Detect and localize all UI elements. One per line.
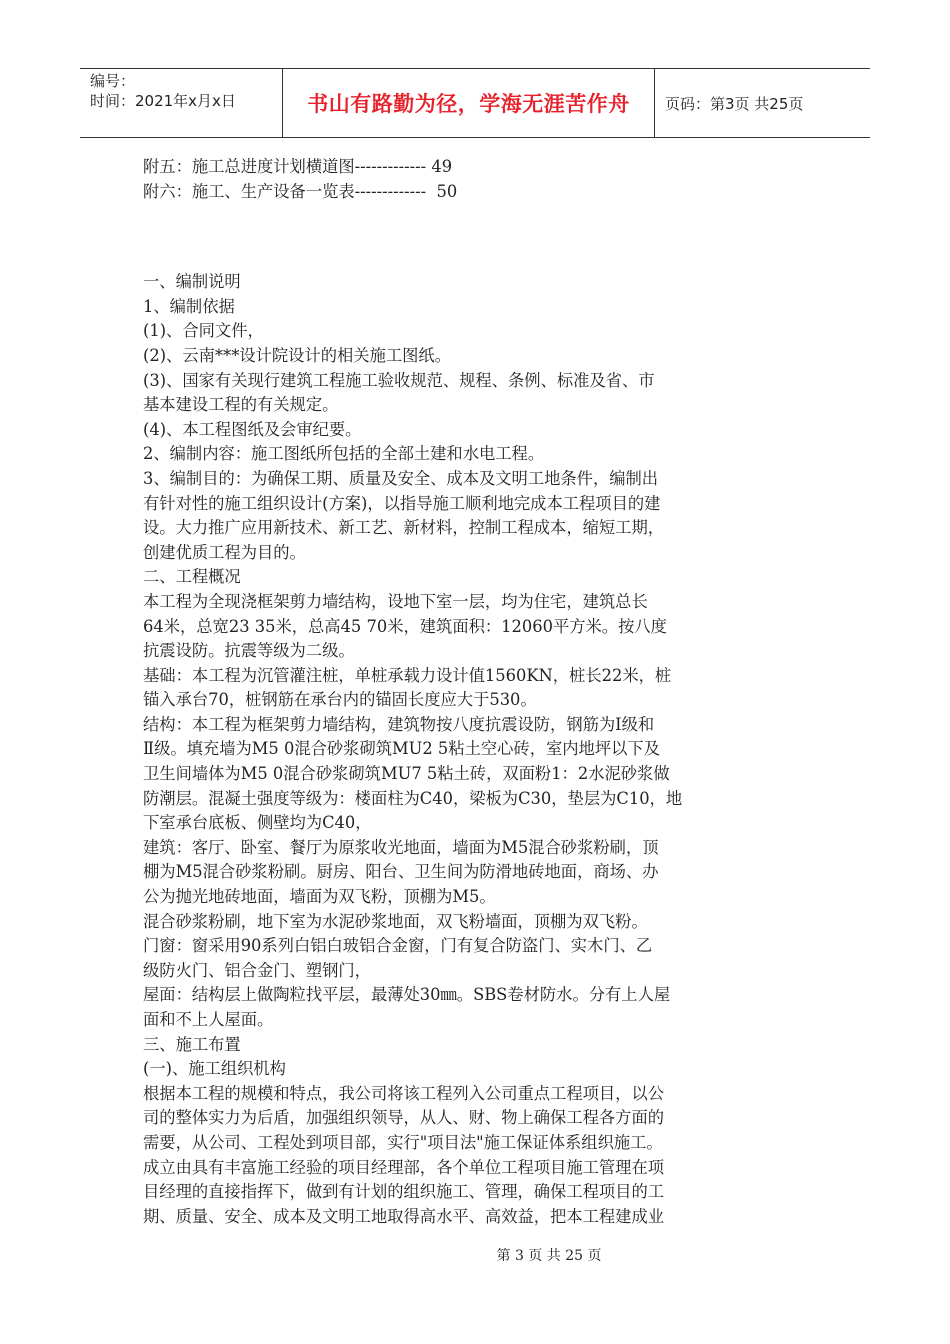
body-line: 64米，总宽23 35米，总高45 70米，建筑面积：12060平方米。按八度 [143,616,667,636]
body-line: 创建优质工程为目的。 [143,542,306,562]
body-line: (一)、施工组织机构 [143,1059,286,1079]
page-footer: 第 3 页 共 25 页 [496,1248,602,1264]
header-meta [80,69,283,137]
body-line: (3)、国家有关现行建筑工程施工验收规范、规程、条例、标准及省、市 [143,370,655,390]
body-line: 本工程为全现浇框架剪力墙结构，设地下室一层，均为住宅，建筑总长 [143,591,648,611]
body-line: 三、施工布置 [143,1034,241,1054]
body-line: 期、质量、安全、成本及文明工地取得高水平、高效益，把本工程建成业 [143,1206,665,1226]
header-motto: 书山有路勤为径，学海无涯苦作舟 [283,69,655,137]
body-line: 棚为M5混合砂浆粉刷。厨房、阳台、卫生间为防滑地砖地面，商场、办 [143,862,659,882]
body-line: 有针对性的施工组织设计(方案)，以指导施工顺利地完成本工程项目的建 [143,493,661,513]
body-text [143,270,763,1229]
body-line: 屋面：结构层上做陶粒找平层，最薄处30㎜。SBS卷材防水。分有上人屋 [143,985,671,1005]
body-line: (2)、云南***设计院设计的相关施工图纸。 [143,345,451,365]
document-time-label: 时间：2021年x月x日 [90,92,236,110]
body-line: 成立由具有丰富施工经验的项目经理部，各个单位工程项目施工管理在项 [143,1157,665,1177]
toc-entry: 附六：施工、生产设备一览表------------- 50 [143,181,458,201]
body-line: (4)、本工程图纸及会审纪要。 [143,419,362,439]
body-line: 2、编制内容：施工图纸所包括的全部土建和水电工程。 [143,444,545,464]
body-line: 建筑：客厅、卧室、餐厅为原浆收光地面，墙面为M5混合砂浆粉刷，顶 [143,837,659,857]
spacer [143,204,763,270]
body-line: 二、工程概况 [143,567,241,587]
page-header [80,68,870,138]
body-line: 卫生间墙体为M5 0混合砂浆砌筑MU7 5粘土砖，双面粉1：2水泥砂浆做 [143,764,670,784]
body-line: 门窗：窗采用90系列白铝白玻铝合金窗，门有复合防盗门、实木门、乙 [143,936,653,956]
body-line: 司的整体实力为后盾，加强组织领导，从人、财、物上确保工程各方面的 [143,1108,665,1128]
body-line: 下室承台底板、侧壁均为C40， [143,813,372,833]
body-line: 目经理的直接指挥下，做到有计划的组织施工、管理，确保工程项目的工 [143,1182,665,1202]
body-line: 根据本工程的规模和特点，我公司将该工程列入公司重点工程项目，以公 [143,1083,665,1103]
header-page-info: 页码：第3页 共25页 [665,94,804,113]
body-line: 设。大力推广应用新技术、新工艺、新材料，控制工程成本，缩短工期， [143,518,665,538]
body-line: 需要，从公司、工程处到项目部，实行"项目法"施工保证体系组织施工。 [143,1132,663,1152]
body-line: 1、编制依据 [143,296,235,316]
body-line: 结构：本工程为框架剪力墙结构，建筑物按八度抗震设防，钢筋为Ⅰ级和 [143,714,655,734]
body-line: 抗震设防。抗震等级为二级。 [143,641,355,661]
body-line: 混合砂浆粉刷，地下室为水泥砂浆地面，双飞粉墙面，顶棚为双飞粉。 [143,911,648,931]
body-line: 基本建设工程的有关规定。 [143,395,339,415]
body-line: 级防火门、铝合金门、塑钢门， [143,960,371,980]
toc-entry: 附五：施工总进度计划横道图------------- 49 [143,157,453,176]
body-line: 基础：本工程为沉管灌注桩，单桩承载力设计值1560KN，桩长22米，桩 [143,665,672,685]
body-line: (1)、合同文件， [143,321,264,341]
body-line: Ⅱ级。填充墙为M5 0混合砂浆砌筑MU2 5粘土空心砖，室内地坪以下及 [143,739,660,759]
document-number-label: 编号： [90,72,136,90]
body-line: 面和不上人屋面。 [143,1010,274,1029]
document-body [143,155,763,1229]
body-line: 公为抛光地砖地面，墙面为双飞粉，顶棚为M5。 [143,887,496,907]
body-line: 3、编制目的：为确保工期、质量及安全、成本及文明工地条件，编制出 [143,468,659,488]
body-line: 锚入承台70，桩钢筋在承台内的锚固长度应大于530。 [143,690,537,710]
body-line: 一、编制说明 [143,272,241,292]
body-line: 防潮层。混凝土强度等级为：楼面柱为C40，梁板为C30，垫层为C10，地 [143,788,683,808]
